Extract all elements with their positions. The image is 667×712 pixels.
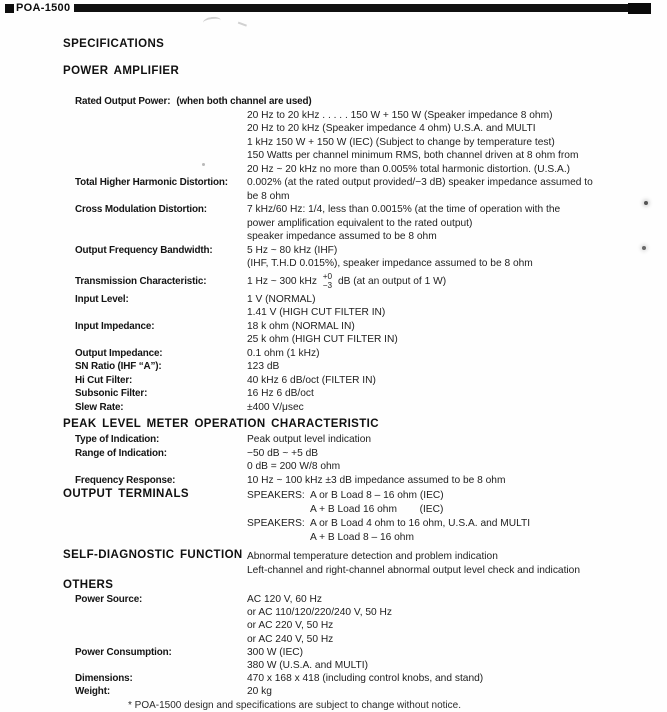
spec-label: Weight:: [75, 686, 110, 698]
spec-value-line: [247, 271, 661, 293]
spec-label: Range of Indication:: [75, 447, 167, 459]
spec-value-line: 18 k ohm (NORMAL IN): [247, 320, 355, 332]
spec-value-line: 1.41 V (HIGH CUT FILTER IN): [247, 307, 386, 318]
power-amplifier-rows: [63, 95, 661, 414]
spec-label: Type of Indication:: [75, 434, 160, 445]
spec-value-line: or AC 240 V, 50 Hz: [247, 633, 334, 645]
page-title: SPECIFICATIONS: [63, 38, 165, 50]
spec-row-type-of-indication: [63, 433, 661, 447]
spec-value-line: 300 W (IEC): [247, 646, 304, 658]
header-rule: [74, 4, 628, 12]
spec-row-dimensions: [63, 672, 661, 685]
spec-value-line: 0.002% (at the rated output provided/−3 dB) speaker impedance assumed to: [247, 177, 593, 188]
spec-value-line: 10 Hz ~ 100 kHz ±3 dB impedance assumed to be 8 ohm: [247, 474, 506, 486]
spec-row-input-level: [63, 293, 661, 320]
spec-value-line: (IHF, T.H.D 0.015%), speaker impedance assumed to be 8 ohm: [247, 258, 533, 269]
speakers-prefix: SPEAKERS:: [247, 518, 305, 529]
spec-label-suffix: (when both channel are used): [176, 96, 312, 107]
spec-label: Frequency Response:: [75, 474, 176, 486]
spec-value-line: speaker impedance assumed to be 8 ohm: [247, 231, 437, 242]
spec-row-frequency-response: [63, 474, 661, 488]
spec-row-rated-output-power: [63, 95, 661, 176]
spec-label-text: Rated Output Power:: [75, 96, 171, 107]
spec-row-subsonic-filter: [63, 387, 661, 401]
spec-value-line: 7 kHz/60 Hz: 1/4, less than 0.0015% (at the time of operation with the: [247, 204, 561, 215]
spec-label: Output Frequency Bandwidth:: [75, 244, 213, 256]
spec-value-line: 1 V (NORMAL): [247, 293, 316, 305]
speakers-value: A + B Load 16 ohm (IEC): [310, 504, 444, 515]
spec-value-line: ±400 V/μsec: [247, 401, 304, 413]
spec-label: Hi Cut Filter:: [75, 374, 133, 386]
speakers-prefix: SPEAKERS:: [247, 490, 305, 501]
spec-row-output-impedance: [63, 347, 661, 361]
spec-row-weight: [63, 685, 661, 698]
spec-value-line: be 8 ohm: [247, 190, 290, 202]
spec-value-line: 1 kHz 150 W + 150 W (IEC) (Subject to change by temperature test): [247, 136, 555, 148]
spec-label: Input Impedance:: [75, 320, 155, 332]
spec-row-sn-ratio: [63, 360, 661, 374]
spec-label: Transmission Characteristic:: [75, 275, 207, 287]
spec-row-total-harmonic-distortion: [63, 176, 661, 203]
spec-value-line: 25 k ohm (HIGH CUT FILTER IN): [247, 334, 398, 345]
section-heading-power-amplifier: POWER AMPLIFIER: [63, 65, 180, 77]
spec-value-line: 0.1 ohm (1 kHz): [247, 347, 320, 359]
spec-row-power-source: [63, 593, 661, 646]
spec-value-line: 20 Hz to 20 kHz (Speaker impedance 4 ohm) U.S.A. and MULTI: [247, 123, 536, 134]
speakers-value: A or B Load 4 ohm to 16 ohm, U.S.A. and MULTI: [310, 518, 531, 529]
spec-label: Dimensions:: [75, 673, 133, 685]
spec-label: SN Ratio (IHF “A”):: [75, 361, 162, 372]
spec-value-line: Peak output level indication: [247, 434, 372, 445]
tc-post: dB (at an output of 1 W): [335, 275, 447, 287]
spec-value-line: 16 Hz 6 dB/oct: [247, 388, 314, 399]
spec-label: [75, 95, 661, 109]
spec-value-line: 380 W (U.S.A. and MULTI): [247, 660, 368, 672]
spec-label: Power Consumption:: [75, 646, 172, 658]
section-heading-others: OTHERS: [63, 579, 114, 591]
spec-label: Cross Modulation Distortion:: [75, 204, 207, 215]
spec-label: Output Impedance:: [75, 347, 163, 359]
spec-value-line: [247, 503, 661, 517]
model-number: POA-1500: [16, 1, 71, 14]
spec-value-line: or AC 220 V, 50 Hz: [247, 620, 334, 632]
spec-row-transmission-characteristic: [63, 271, 661, 293]
spec-label: Subsonic Filter:: [75, 388, 148, 399]
spec-value-line: −50 dB ~ +5 dB: [247, 447, 319, 459]
section-self-diagnostic: [63, 549, 661, 578]
tolerance-upper: +0: [322, 272, 333, 282]
spec-row-output-frequency-bandwidth: [63, 244, 661, 271]
section-heading-self-diagnostic: SELF-DIAGNOSTIC FUNCTION: [63, 549, 243, 561]
model-square-icon: [5, 4, 14, 13]
section-heading-peak-level-meter: PEAK LEVEL METER OPERATION CHARACTERISTIC: [63, 418, 379, 430]
spec-label: Slew Rate:: [75, 401, 124, 413]
spec-value-line: 20 Hz to 20 kHz . . . . . 150 W + 150 W (Speaker impedance 8 ohm): [247, 109, 553, 121]
spec-value-line: 5 Hz ~ 80 kHz (IHF): [247, 244, 338, 256]
spec-row-range-of-indication: [63, 447, 661, 474]
spec-value-line: 40 kHz 6 dB/oct (FILTER IN): [247, 374, 376, 386]
speakers-value: A + B Load 8 – 16 ohm: [310, 532, 414, 543]
spec-label: Input Level:: [75, 293, 129, 305]
footnote-clipped: * POA-1500 design and specifications are subject to change without notice.: [128, 699, 461, 711]
speakers-value: A or B Load 8 – 16 ohm (IEC): [310, 490, 444, 501]
spec-row-slew-rate: [63, 401, 661, 415]
tolerance-fraction: [323, 273, 332, 289]
tc-pre: 1 Hz ~ 300 kHz: [247, 275, 320, 287]
section-heading-output-terminals: OUTPUT TERMINALS: [63, 488, 189, 500]
spec-value-line: Left-channel and right-channel abnormal output level check and indication: [247, 565, 581, 576]
speakers-prefix: [247, 503, 310, 517]
spec-value-line: [247, 531, 661, 545]
spec-value-line: 20 kg: [247, 686, 272, 698]
spec-value-line: 20 Hz ~ 20 kHz no more than 0.005% total harmonic distortion. (U.S.A.): [247, 163, 571, 175]
spec-row-power-consumption: [63, 646, 661, 672]
tolerance-lower: −3: [322, 280, 333, 290]
speakers-prefix: [247, 531, 310, 545]
spec-label: Power Source:: [75, 594, 143, 605]
spec-value-line: [247, 489, 661, 503]
spec-row-cross-modulation-distortion: [63, 203, 661, 244]
spec-value-line: [247, 517, 661, 531]
spec-value-line: 123 dB: [247, 361, 280, 372]
others-rows: [63, 593, 661, 699]
spec-row-hi-cut-filter: [63, 374, 661, 388]
spec-row-input-impedance: [63, 320, 661, 347]
peak-level-meter-rows: [63, 433, 661, 487]
section-output-terminals: [63, 488, 661, 545]
spec-value-line: AC 120 V, 60 Hz: [247, 594, 322, 605]
spec-value-line: 0 dB = 200 W/8 ohm: [247, 461, 341, 472]
spec-value-line: 470 x 168 x 418 (including control knobs, and stand): [247, 673, 484, 685]
spec-value-line: Abnormal temperature detection and problem indication: [247, 551, 498, 562]
spec-value-line: or AC 110/120/220/240 V, 50 Hz: [247, 607, 392, 619]
spec-value-line: power amplification equivalent to the rated output): [247, 217, 473, 229]
spec-value-line: 150 Watts per channel minimum RMS, both channel driven at 8 ohm from: [247, 150, 579, 161]
spec-document: [63, 12, 661, 712]
spec-label: Total Higher Harmonic Distortion:: [75, 177, 228, 188]
